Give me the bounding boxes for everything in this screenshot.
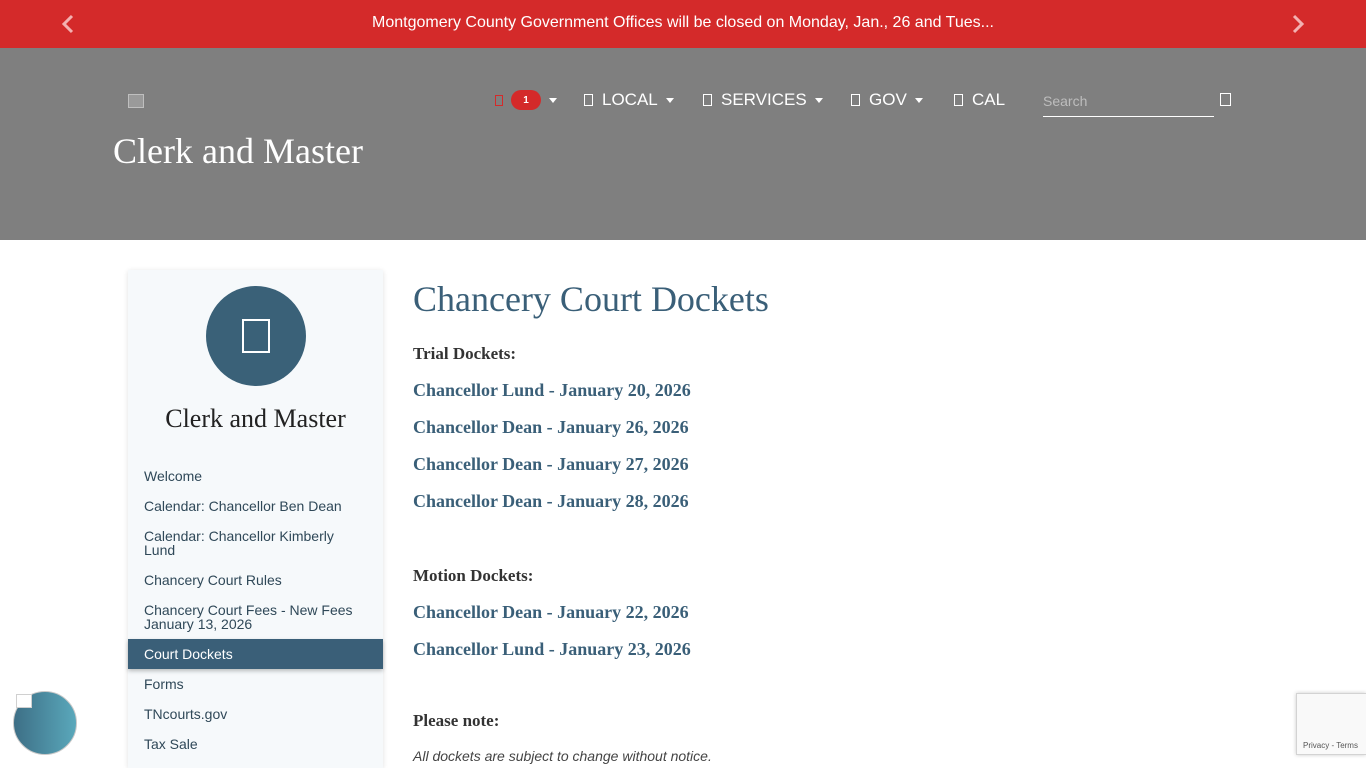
note-text: All dockets are subject to change without notice. xyxy=(413,748,712,764)
services-icon xyxy=(703,94,712,106)
motion-docket-link[interactable]: Chancellor Dean - January 22, 2026 xyxy=(413,602,689,622)
sidebar-item-calendar-dean[interactable]: Calendar: Chancellor Ben Dean xyxy=(144,498,342,514)
page-title: Chancery Court Dockets xyxy=(413,279,769,319)
sidebar-item-welcome[interactable]: Welcome xyxy=(144,468,203,484)
recaptcha-badge[interactable] xyxy=(1296,693,1366,755)
nav-local[interactable] xyxy=(584,88,674,112)
nav-local-label: LOCAL xyxy=(602,90,658,109)
notifications-menu[interactable] xyxy=(495,88,557,112)
trial-docket-link[interactable]: Chancellor Dean - January 27, 2026 xyxy=(413,454,689,474)
nav-cal[interactable] xyxy=(954,88,1005,112)
trial-dockets-heading: Trial Dockets: xyxy=(413,344,517,363)
note-heading: Please note: xyxy=(413,711,500,730)
search-icon[interactable] xyxy=(1220,93,1231,106)
calendar-icon xyxy=(954,94,963,106)
recaptcha-links[interactable]: Privacy - Terms xyxy=(1303,741,1358,750)
caret-down-icon xyxy=(815,98,823,103)
sidebar-item-tax-sale[interactable]: Tax Sale xyxy=(144,736,198,752)
department-icon xyxy=(242,319,270,353)
department-avatar xyxy=(206,286,306,386)
notification-count-badge: 1 xyxy=(511,90,541,110)
alert-message[interactable]: Montgomery County Government Offices will be closed on Monday, Jan., 26 and Tues... xyxy=(372,14,994,31)
motion-docket-link[interactable]: Chancellor Lund - January 23, 2026 xyxy=(413,639,691,659)
caret-down-icon xyxy=(915,98,923,103)
site-header xyxy=(0,48,1366,240)
search-field xyxy=(1043,86,1214,117)
sidebar-item-court-rules[interactable]: Chancery Court Rules xyxy=(144,572,282,588)
site-logo[interactable] xyxy=(128,94,144,108)
sidebar xyxy=(128,270,383,768)
widget-image xyxy=(16,694,32,708)
search-input[interactable] xyxy=(1043,86,1214,116)
chevron-right-icon xyxy=(1291,14,1305,34)
nav-gov[interactable] xyxy=(851,88,923,112)
floating-widget-button[interactable] xyxy=(13,691,77,755)
site-title: Clerk and Master xyxy=(113,131,363,171)
motion-dockets-heading: Motion Dockets: xyxy=(413,566,534,585)
trial-docket-link[interactable]: Chancellor Dean - January 28, 2026 xyxy=(413,491,689,511)
nav-services[interactable] xyxy=(703,88,823,112)
sidebar-item-forms[interactable]: Forms xyxy=(144,676,184,692)
gov-icon xyxy=(851,94,860,106)
trial-docket-link[interactable]: Chancellor Dean - January 26, 2026 xyxy=(413,417,689,437)
caret-down-icon xyxy=(549,98,557,103)
bell-icon xyxy=(495,95,503,106)
alert-next-button[interactable] xyxy=(1284,10,1312,38)
alert-banner xyxy=(0,0,1366,48)
trial-docket-link[interactable]: Chancellor Lund - January 20, 2026 xyxy=(413,380,691,400)
nav-gov-label: GOV xyxy=(869,90,907,109)
nav-cal-label: CAL xyxy=(972,90,1006,109)
nav-services-label: SERVICES xyxy=(721,90,807,109)
sidebar-title: Clerk and Master xyxy=(165,404,346,433)
sidebar-item-tncourts[interactable]: TNcourts.gov xyxy=(144,706,228,722)
sidebar-item-court-dockets[interactable]: Court Dockets xyxy=(128,639,383,669)
sidebar-item-calendar-lund[interactable]: Calendar: Chancellor Kimberly Lund xyxy=(144,528,334,558)
sidebar-item-court-fees[interactable]: Chancery Court Fees - New Fees January 13, 2026 xyxy=(144,602,353,632)
local-icon xyxy=(584,94,593,106)
caret-down-icon xyxy=(666,98,674,103)
